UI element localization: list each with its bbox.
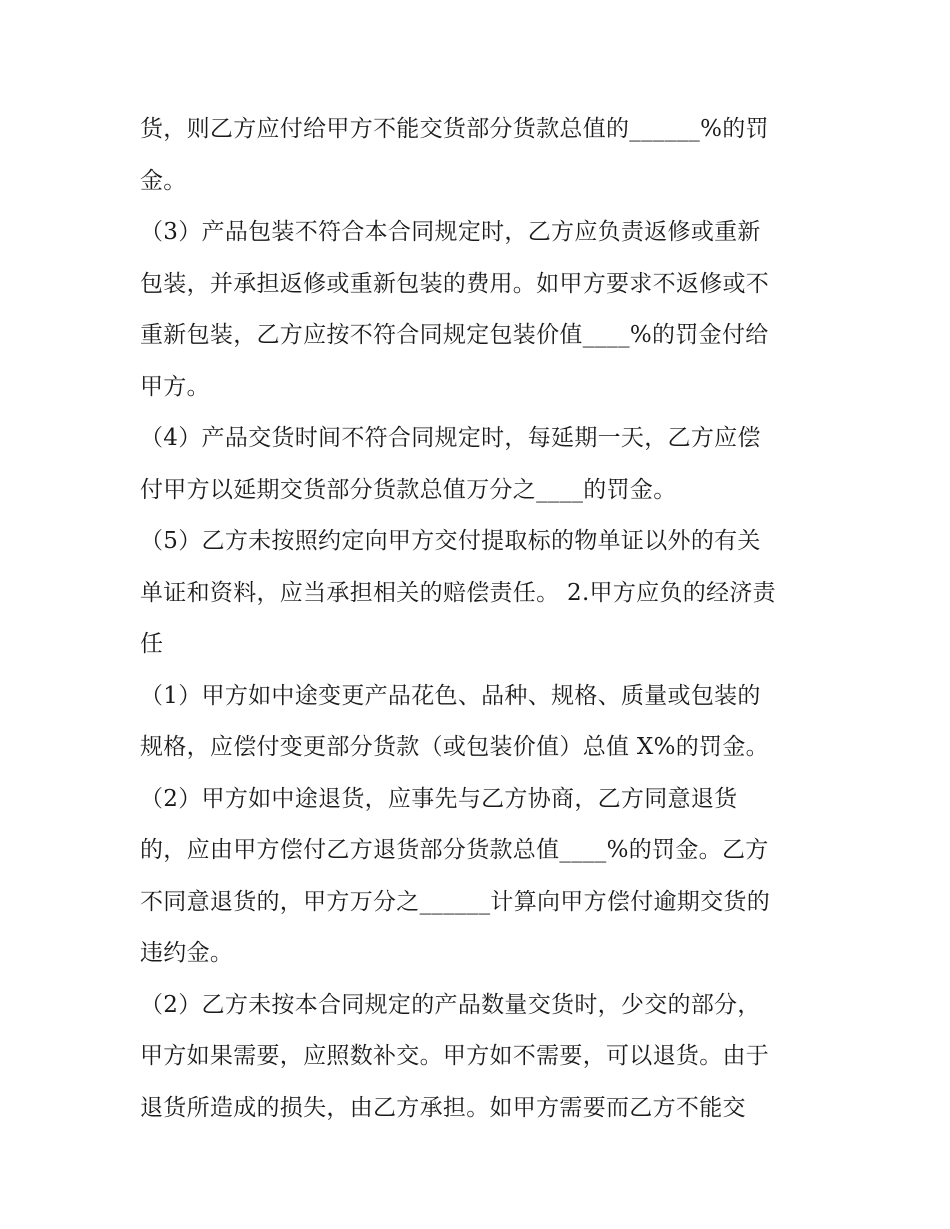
text-line: （5）乙方未按照约定向甲方交付提取标的物单证以外的有关 <box>140 528 761 554</box>
text-line: （4）产品交货时间不符合同规定时，每延期一天，乙方应偿 <box>140 425 761 451</box>
text-line: （2）甲方如中途退货，应事先与乙方协商，乙方同意退货 <box>140 785 738 812</box>
text-line: 退货所造成的损失，由乙方承担。如甲方需要而乙方不能交 <box>140 1094 746 1121</box>
text-line: （2）乙方未按本合同规定的产品数量交货时，少交的部分， <box>140 991 761 1018</box>
text-line: 付甲方以延期交货部分货款总值万分之____的罚金。 <box>140 476 677 503</box>
text-line: （3）产品包装不符合本合同规定时，乙方应负责返修或重新 <box>140 219 761 245</box>
text-line: 甲方如果需要，应照数补交。甲方如不需要，可以退货。由于 <box>140 1043 770 1069</box>
text-line: 重新包装，乙方应按不符合同规定包装价值____%的罚金付给 <box>140 322 769 348</box>
text-line: 货，则乙方应付给甲方不能交货部分货款总值的______%的罚 <box>140 116 769 142</box>
text-line: 违约金。 <box>140 940 234 966</box>
text-line: （1）甲方如中途变更产品花色、品种、规格、质量或包装的 <box>140 682 761 709</box>
text-line: 不同意退货的，甲方万分之______计算向甲方偿付逾期交货的 <box>140 888 770 915</box>
text-line: 任 <box>140 631 164 657</box>
text-line: 的，应由甲方偿付乙方退货部分货款总值____%的罚金。乙方 <box>140 837 769 863</box>
document-body <box>140 104 830 1134</box>
text-line: 金。 <box>140 167 187 194</box>
text-line: 包装，并承担返修或重新包装的费用。如甲方要求不返修或不 <box>140 270 770 297</box>
text-line: 规格，应偿付变更部分货款（或包装价值）总值 X%的罚金。 <box>140 734 769 760</box>
text-line: 单证和资料，应当承担相关的赔偿责任。 2.甲方应负的经济责 <box>140 579 776 606</box>
text-line: 甲方。 <box>140 373 210 400</box>
